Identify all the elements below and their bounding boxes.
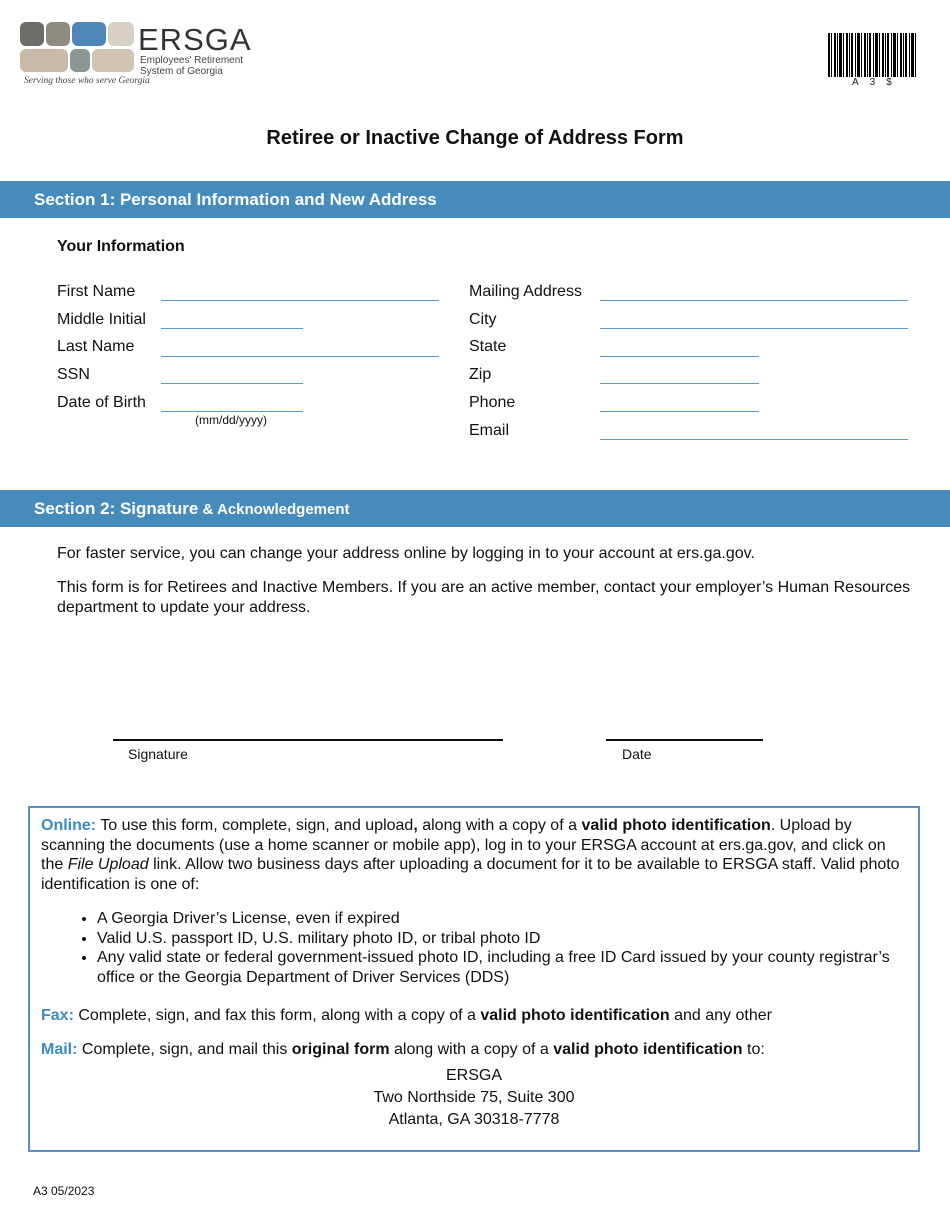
list-item: • Valid U.S. passport ID, U.S. military photo ID, or tribal photo ID bbox=[97, 929, 907, 949]
form-code: A3 05/2023 bbox=[33, 1184, 95, 1198]
section2-header bbox=[0, 490, 950, 527]
original-form-bold: original form bbox=[291, 1040, 390, 1058]
date-of-birth-label: Date of Birth bbox=[57, 394, 146, 411]
signature-line[interactable] bbox=[113, 739, 503, 741]
logo-subtitle bbox=[140, 55, 243, 77]
logo-tiles-icon bbox=[20, 22, 136, 72]
date-label: Date bbox=[622, 746, 652, 762]
online-comma: , bbox=[413, 817, 418, 834]
mail-text-1: Complete, sign, and mail this bbox=[77, 1040, 292, 1058]
city-field[interactable] bbox=[600, 328, 908, 329]
last-name-label: Last Name bbox=[57, 338, 135, 355]
first-name-label: First Name bbox=[57, 283, 136, 300]
zip-label: Zip bbox=[469, 366, 492, 383]
file-upload-link-text: File Upload bbox=[67, 856, 149, 873]
logo-name: ERSGA bbox=[138, 22, 252, 57]
state-label: State bbox=[469, 338, 507, 355]
first-name-field[interactable] bbox=[161, 300, 439, 301]
date-of-birth-field[interactable] bbox=[161, 411, 303, 412]
fax-instructions bbox=[41, 1006, 907, 1026]
mail-valid-photo-id-bold: valid photo identification bbox=[553, 1040, 743, 1058]
ssn-label: SSN bbox=[57, 366, 90, 383]
valid-photo-id-bold: valid photo identification bbox=[581, 817, 771, 834]
list-item: • Any valid state or federal government-issued photo ID, including a free ID Card issued by your county registrar’s office or the Georgia Department of Driver Services (DDS) bbox=[97, 948, 907, 987]
address-line: Two Northside 75, Suite 300 bbox=[373, 1089, 575, 1106]
logo-subtitle-line1: Employees' Retirement bbox=[140, 55, 244, 66]
barcode bbox=[828, 33, 918, 88]
fax-text-2: and any other bbox=[669, 1007, 772, 1024]
city-label: City bbox=[469, 311, 497, 328]
fax-valid-photo-id-bold: valid photo identification bbox=[480, 1007, 670, 1024]
mailing-address-field[interactable] bbox=[600, 300, 908, 301]
submission-instructions bbox=[28, 806, 920, 1152]
email-label: Email bbox=[469, 422, 510, 439]
last-name-field[interactable] bbox=[161, 356, 439, 357]
ersga-logo bbox=[20, 22, 250, 92]
mail-text-3: to: bbox=[742, 1040, 765, 1058]
barcode-text: A3$ bbox=[852, 77, 903, 88]
phone-label: Phone bbox=[469, 394, 516, 411]
phone-field[interactable] bbox=[600, 411, 759, 412]
fax-label: Fax: bbox=[41, 1007, 74, 1024]
online-service-note: For faster service, you can change your address online by logging in to your account at ers.ga.gov. bbox=[57, 545, 755, 562]
online-text-1: To use this form, complete, sign, and upload bbox=[96, 817, 414, 834]
fax-text-1: Complete, sign, and fax this form, along with a copy of a bbox=[73, 1007, 481, 1024]
your-information-heading: Your Information bbox=[57, 238, 185, 255]
middle-initial-field[interactable] bbox=[161, 328, 303, 329]
middle-initial-label: Middle Initial bbox=[57, 311, 146, 328]
online-text-2: along with a copy of a bbox=[417, 817, 582, 834]
ssn-field[interactable] bbox=[161, 383, 303, 384]
email-field[interactable] bbox=[600, 439, 908, 440]
signature-label: Signature bbox=[128, 746, 188, 762]
mailing-address-block bbox=[41, 1065, 907, 1131]
online-text-4: link. Allow two business days after uploading a document for it to be available to ERSGA staff. Valid photo identification is one of: bbox=[41, 856, 900, 893]
section1-header: Section 1: Personal Information and New Address bbox=[0, 181, 950, 218]
section2-title-rest: & Acknowledgement bbox=[198, 501, 350, 518]
mailing-address-label: Mailing Address bbox=[469, 283, 582, 300]
form-title: Retiree or Inactive Change of Address Form bbox=[266, 127, 684, 149]
state-field[interactable] bbox=[600, 356, 759, 357]
mail-text-2: along with a copy of a bbox=[389, 1040, 554, 1058]
section2-title-main: Section 2: Signature bbox=[34, 499, 199, 518]
online-instructions bbox=[41, 816, 907, 894]
logo-subtitle-line2: System of Georgia bbox=[140, 66, 223, 77]
mail-label: Mail: bbox=[41, 1040, 78, 1058]
logo-tagline: Serving those who serve Georgia bbox=[24, 76, 150, 86]
dob-format-hint: (mm/dd/yyyy) bbox=[195, 413, 267, 427]
mail-instructions bbox=[41, 1040, 907, 1060]
barcode-icon bbox=[828, 33, 918, 77]
online-label: Online: bbox=[41, 817, 97, 834]
date-line[interactable] bbox=[606, 739, 763, 741]
photo-id-list bbox=[41, 909, 907, 987]
address-line: Atlanta, GA 30318-7778 bbox=[388, 1111, 560, 1128]
eligibility-note: This form is for Retirees and Inactive Members. If you are an active member, contact your employer’s Human Resources department to update your address. bbox=[57, 579, 911, 616]
online-text-3: . Upload by scanning the documents (use a home scanner or mobile app), log in to your ERSGA account at ers.ga.gov, and click on the bbox=[41, 817, 886, 873]
list-item: • A Georgia Driver’s License, even if expired bbox=[97, 909, 907, 929]
address-line: ERSGA bbox=[445, 1067, 502, 1084]
zip-field[interactable] bbox=[600, 383, 759, 384]
